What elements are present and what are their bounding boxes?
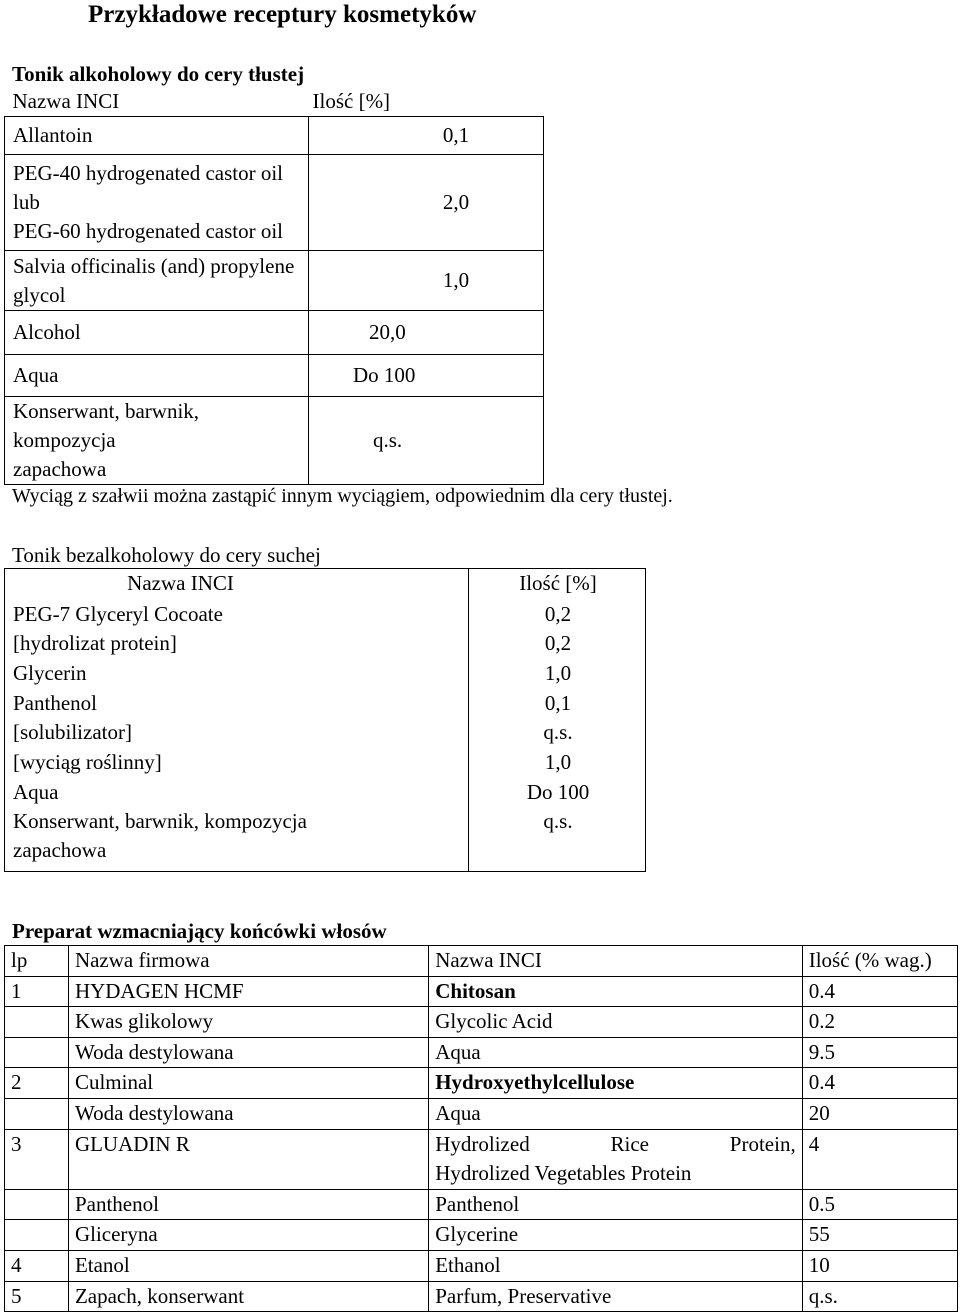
ingredient-qty: 1,0 [309,251,544,311]
row-inci: Glycerine [429,1220,802,1251]
row-firm: GLUADIN R [68,1129,428,1189]
row-lp: 2 [5,1068,69,1099]
row-qty: q.s. [802,1281,957,1312]
table-row [5,1189,958,1220]
row-qty: 0.4 [802,976,957,1007]
ingredient-name: PEG-7 Glyceryl Cocoate [5,600,469,630]
ingredient-name [5,807,469,871]
table-row [5,251,544,311]
table-row [5,311,544,355]
row-inci: Panthenol [429,1189,802,1220]
row-qty: 20 [802,1098,957,1129]
table-row [5,689,646,719]
row-qty: 9.5 [802,1037,957,1068]
section1-table [4,87,544,485]
ingredient-name-line: Salvia officinalis (and) propylene [13,253,295,278]
row-lp [5,1098,69,1129]
section2-heading: Tonik bezalkoholowy do cery suchej [12,543,321,567]
ingredient-qty: 0,1 [469,689,646,719]
row-qty: 55 [802,1220,957,1251]
table-row [5,397,544,485]
page-title: Przykładowe receptury kosmetyków [88,1,477,28]
table-row [5,659,646,689]
row-lp [5,1007,69,1038]
row-inci: Aqua [429,1098,802,1129]
ingredient-name: [hydrolizat protein] [5,629,469,659]
row-inci: Glycolic Acid [429,1007,802,1038]
table-row [5,1281,958,1312]
ingredient-qty: 1,0 [469,748,646,778]
row-firm: Etanol [68,1250,428,1281]
ingredient-name: Aqua [5,778,469,808]
row-firm: Woda destylowana [68,1098,428,1129]
ingredient-name [5,155,309,251]
row-lp [5,1220,69,1251]
row-firm: Woda destylowana [68,1037,428,1068]
table-header-row [5,569,646,600]
ingredient-qty: 1,0 [469,659,646,689]
row-firm: Zapach, konserwant [68,1281,428,1312]
col-name-header: Nazwa INCI [5,569,469,600]
table-row [5,1068,958,1099]
row-firm: Kwas glikolowy [68,1007,428,1038]
col-name-header: Nazwa INCI [12,89,120,113]
row-inci-line: Hydrolized Rice Protein, [435,1131,796,1156]
table-row [5,600,646,630]
ingredient-qty: 0,2 [469,629,646,659]
ingredient-qty: 0,1 [309,117,544,155]
table-row [5,748,646,778]
ingredient-name-line: PEG-40 hydrogenated castor oil [13,161,284,185]
ingredient-name: Allantoin [5,117,309,155]
ingredient-name-line: Konserwant, barwnik, kompozycja [13,809,307,834]
row-lp: 3 [5,1129,69,1189]
row-inci: Ethanol [429,1250,802,1281]
table-row [5,1098,958,1129]
table-row [5,807,646,871]
row-qty: 4 [802,1129,957,1189]
ingredient-qty: 20,0 [309,311,544,355]
section2-table [4,568,646,872]
section3-table [4,945,958,1312]
table-row [5,1037,958,1068]
table-row [5,355,544,397]
table-row [5,117,544,155]
table-row [5,718,646,748]
ingredient-name [5,251,309,311]
row-qty: 10 [802,1250,957,1281]
row-inci: Aqua [429,1037,802,1068]
row-firm: Culminal [68,1068,428,1099]
ingredient-name: Alcohol [5,311,309,355]
col-qty-header: Ilość [%] [312,89,391,113]
row-lp: 1 [5,976,69,1007]
ingredient-name-line: Konserwant, barwnik, kompozycja [13,399,200,452]
row-qty: 0.2 [802,1007,957,1038]
ingredient-name-line: PEG-60 hydrogenated castor oil [13,219,284,243]
table-row [5,629,646,659]
ingredient-qty: q.s. [309,397,544,485]
ingredient-qty: Do 100 [309,355,544,397]
ingredient-qty: Do 100 [469,778,646,808]
row-lp [5,1037,69,1068]
row-qty: 0.4 [802,1068,957,1099]
ingredient-name: Panthenol [5,689,469,719]
col-lp-header: lp [5,946,69,977]
ingredient-qty: q.s. [469,718,646,748]
section1-heading: Tonik alkoholowy do cery tłustej [12,62,305,86]
table-row [5,1250,958,1281]
ingredient-name: [solubilizator] [5,718,469,748]
row-lp [5,1189,69,1220]
col-qty-header: Ilość (% wag.) [802,946,957,977]
row-lp: 5 [5,1281,69,1312]
section1-note: Wyciąg z szałwii można zastąpić innym wyciągiem, odpowiednim dla cery tłustej. [12,485,673,507]
table-row [5,1129,958,1189]
ingredient-qty: q.s. [469,807,646,871]
table-header-row [5,946,958,977]
table-row [5,778,646,808]
table-row [5,976,958,1007]
row-inci-line: Hydrolized Vegetables Protein [435,1161,692,1186]
ingredient-name: Aqua [5,355,309,397]
ingredient-name [5,397,309,485]
ingredient-name: Glycerin [5,659,469,689]
table-row [5,155,544,251]
row-lp: 4 [5,1250,69,1281]
row-inci: Hydroxyethylcellulose [429,1068,802,1099]
ingredient-qty: 0,2 [469,600,646,630]
table-header-row [5,87,544,117]
row-firm: Panthenol [68,1189,428,1220]
row-inci [429,1129,802,1189]
row-inci: Chitosan [429,976,802,1007]
row-firm: HYDAGEN HCMF [68,976,428,1007]
ingredient-name-line: zapachowa [13,838,107,863]
col-firm-header: Nazwa firmowa [68,946,428,977]
col-inci-header: Nazwa INCI [429,946,802,977]
section3-heading: Preparat wzmacniający końcówki włosów [12,919,387,943]
table-row [5,1220,958,1251]
ingredient-name-line: zapachowa [13,457,107,481]
ingredient-name-line: lub [13,190,40,214]
row-qty: 0.5 [802,1189,957,1220]
table-row [5,1007,958,1038]
ingredient-name: [wyciąg roślinny] [5,748,469,778]
ingredient-name-line: glycol [13,282,66,307]
col-qty-header: Ilość [%] [469,569,646,600]
row-inci: Parfum, Preservative [429,1281,802,1312]
ingredient-qty: 2,0 [309,155,544,251]
row-firm: Gliceryna [68,1220,428,1251]
